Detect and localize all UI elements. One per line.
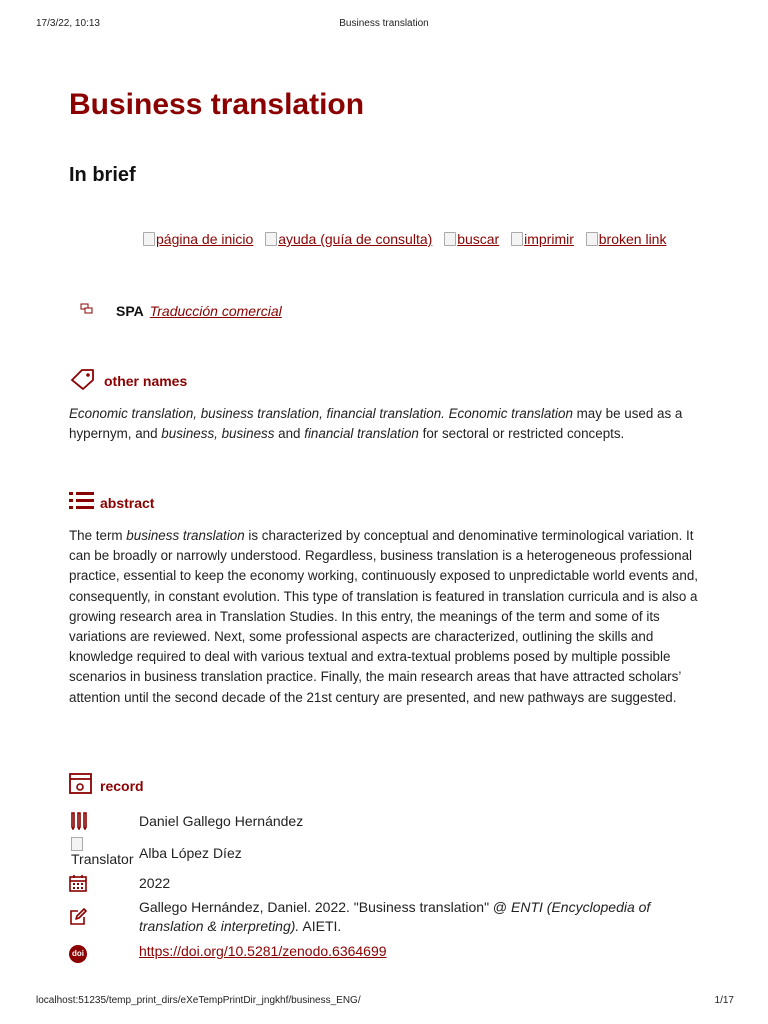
broken-image-icon — [444, 232, 456, 246]
author-name: Daniel Gallego Hernández — [139, 813, 304, 829]
other-names-run: and — [274, 426, 305, 442]
footer-url: localhost:51235/temp_print_dirs/eXeTempPrintDir_jngkhf/business_ENG/ — [36, 995, 361, 1006]
abstract-run: The term — [69, 528, 127, 543]
abstract-run: is characterized by conceptual and denominative terminological variation. It can be broadly or narrowly understood. Regardless, business translation is a heterogeneous professional practice, essential to keep the economy working, continuously exposed to unpredictable world events and, consequently, in constant evolution. This type of translation is featured in translation curricula and is also a growing research area in Translation Studies. In this entry, the meanings of the term and some of its variations are reviewed. Next, some professional aspects are characterized, outlining the skills and knowledge required to deal with various textual and extra-textual problems posed by multiple possible scenarios in business translation practice. Finally, the main research areas that have attracted scholars’ attention until the second decade of the 21st century are presented, and new pathways are suggested. — [69, 528, 698, 705]
doi-icon: doi — [69, 942, 139, 963]
other-names-heading: other names — [69, 368, 187, 393]
broken-link[interactable]: broken link — [586, 231, 667, 247]
page-title: Business translation — [69, 88, 365, 121]
language-row — [80, 302, 282, 319]
citation-text — [139, 898, 701, 936]
other-names-run: Economic translation, business translation, financial translation. Economic translation — [69, 406, 573, 421]
abstract-heading: abstract — [69, 490, 154, 515]
nav-links — [143, 231, 674, 249]
publication-year: 2022 — [139, 875, 171, 891]
print-datetime: 17/3/22, 10:13 — [36, 18, 100, 29]
record-icon — [69, 773, 93, 798]
broken-image-icon — [143, 232, 155, 246]
home-link[interactable]: página de inicio — [143, 231, 253, 247]
page-subtitle: In brief — [69, 164, 136, 186]
broken-image-icon — [511, 232, 523, 246]
list-icon — [69, 490, 95, 515]
doi-row — [69, 942, 387, 963]
pens-icon — [69, 812, 139, 835]
language-code: SPA — [116, 302, 144, 319]
author-row — [69, 812, 303, 835]
other-names-text — [69, 404, 701, 444]
citation-run: AIETI. — [299, 918, 342, 934]
year-row — [69, 874, 170, 897]
doi-link[interactable]: https://doi.org/10.5281/zenodo.6364699 — [139, 943, 387, 959]
print-doc-title: Business translation — [339, 18, 429, 29]
spanish-version-link[interactable]: Traducción comercial — [149, 302, 282, 319]
abstract-run: business translation — [126, 528, 245, 543]
calendar-icon — [69, 874, 139, 897]
broken-image-icon — [265, 232, 277, 246]
abstract-text — [69, 526, 701, 708]
translator-name: Alba López Díez — [139, 845, 242, 861]
translator-broken-image: Translator — [69, 837, 139, 871]
broken-image-icon — [586, 232, 598, 246]
other-names-run: financial translation — [304, 426, 419, 442]
search-link[interactable]: buscar — [444, 231, 499, 247]
speech-bubbles-icon — [80, 302, 94, 319]
tag-icon — [69, 368, 97, 393]
citation-row — [69, 898, 701, 936]
translator-row — [69, 837, 242, 871]
page-number: 1/17 — [714, 995, 734, 1006]
other-names-run: may be used as a hypernym, and — [69, 406, 683, 442]
other-names-run: business, business — [161, 426, 275, 442]
citation-run: Gallego Hernández, Daniel. 2022. "Business translation" @ — [139, 899, 512, 915]
help-link[interactable]: ayuda (guía de consulta) — [265, 231, 432, 247]
other-names-run: for sectoral or restricted concepts. — [418, 426, 625, 442]
record-heading: record — [69, 773, 144, 798]
broken-image-icon — [71, 837, 83, 851]
edit-icon — [69, 898, 139, 931]
print-link[interactable]: imprimir — [511, 231, 574, 247]
citation-run: ENTI (Encyclopedia of translation & interpreting). — [139, 899, 651, 934]
